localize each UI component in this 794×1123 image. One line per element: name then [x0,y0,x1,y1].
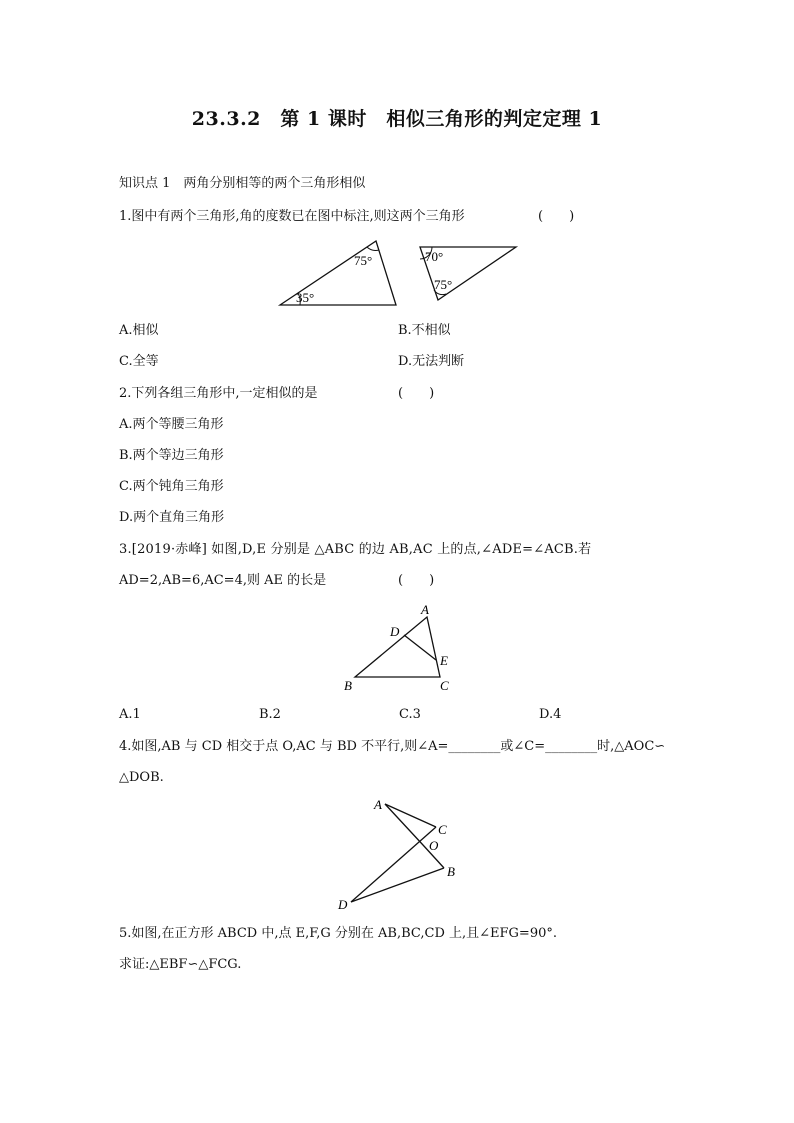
q3-stem-line1: 3.[2019·赤峰] 如图,D,E 分别是 △ABC 的边 AB,AC 上的点,∠ADE=∠ACB.若 [119,542,592,557]
knowledge-point-heading: 知识点 1 两角分别相等的两个三角形相似 [119,176,366,191]
q4-figure [330,795,470,915]
q3-option-d: D.4 [539,707,562,722]
q1-option-d: D.无法判断 [398,354,465,369]
q2-option-a: A.两个等腰三角形 [119,417,224,432]
q2-option-d: D.两个直角三角形 [119,510,225,525]
q4-label-c: C [438,822,447,837]
q1-option-c: C.全等 [119,354,159,369]
q4-segment-db [351,868,444,902]
q4-label-o: O [429,838,439,853]
q1-angle-arc-left-top [367,247,379,251]
q1-option-b: B.不相似 [398,323,451,338]
q2-option-b: B.两个等边三角形 [119,448,224,463]
q3-label-d: D [390,624,400,639]
q1-angle-label-75-right: 75° [434,277,453,292]
q4-label-b: B [447,864,455,879]
q3-stem-line2: AD=2,AB=6,AC=4,则 AE 的长是 [119,573,327,588]
q3-answer-bracket: ( ) [398,573,435,588]
q4-label-a: A [374,797,382,812]
q2-answer-bracket: ( ) [398,386,435,401]
page-title: 23.3.2 第 1 课时 相似三角形的判定定理 1 [191,108,603,130]
q5-proof-statement: 求证:△EBF∽△FCG. [119,957,242,972]
q1-angle-label-75-left: 75° [354,253,373,268]
q2-stem: 2.下列各组三角形中,一定相似的是 [119,386,318,401]
q3-figure [336,598,466,696]
q4-label-d: D [338,897,348,912]
q1-angle-label-70: 70° [425,249,444,264]
q3-label-e: E [440,653,448,668]
q4-segment-ac [385,804,436,827]
q4-segment-cd [351,827,436,902]
q2-option-c: C.两个钝角三角形 [119,479,224,494]
q1-figure [270,236,530,310]
q4-stem-line1: 4.如图,AB 与 CD 相交于点 O,AC 与 BD 不平行,则∠A=________或∠C=________时,△AOC∽ [119,739,666,754]
q3-option-b: B.2 [259,707,281,722]
q3-label-b: B [344,678,352,693]
q3-label-a: A [421,602,429,617]
q3-option-c: C.3 [399,707,421,722]
q1-answer-bracket: ( ) [538,209,575,224]
q4-stem-line2: △DOB. [119,770,164,785]
q1-option-a: A.相似 [119,323,159,338]
q3-option-a: A.1 [119,707,141,722]
q3-label-c: C [440,678,449,693]
q4-segment-ab [385,804,444,868]
q5-stem: 5.如图,在正方形 ABCD 中,点 E,F,G 分别在 AB,BC,CD 上,且∠EFG=90°. [119,926,557,941]
q1-angle-label-35: 35° [296,290,315,305]
q1-stem: 1.图中有两个三角形,角的度数已在图中标注,则这两个三角形 [119,209,465,224]
